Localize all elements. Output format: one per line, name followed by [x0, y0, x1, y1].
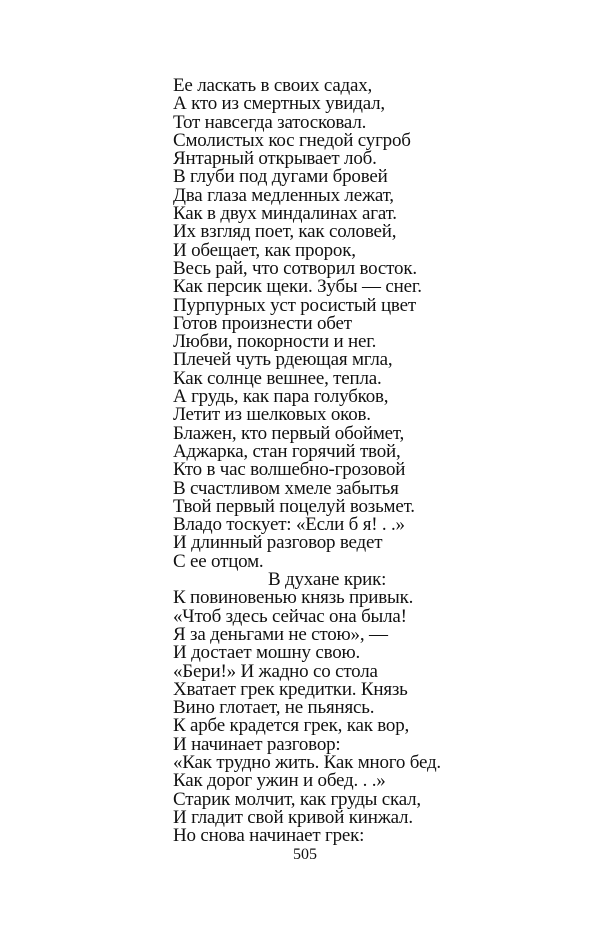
poem-line: И гладит свой кривой кинжал. [173, 806, 413, 828]
poem-line: Хватает грек кредитки. Князь [173, 678, 408, 700]
poem-line: К повиновенью князь привык. [173, 587, 414, 609]
poem-line: Владо тоскует: «Если б я! . .» [173, 514, 405, 536]
poem-line: Любви, покорности и нег. [173, 331, 377, 353]
poem-line: Их взгляд поет, как соловей, [173, 221, 397, 243]
poem-line: Аджарка, стан горячий твой, [173, 440, 401, 462]
poem-line: Старик молчит, как груды скал, [173, 788, 421, 810]
poem-line: Готов произнести обет [173, 312, 352, 334]
poem-line: С ее отцом. [173, 550, 264, 572]
page-number: 505 [293, 846, 317, 863]
poem-line: Блажен, кто первый обоймет, [173, 422, 405, 444]
poem-line: «Бери!» И жадно со стола [173, 660, 378, 682]
poem-line: «Чтоб здесь сейчас она была! [173, 605, 407, 627]
poem-line: А кто из смертных увидал, [173, 93, 385, 115]
poem-text [173, 77, 441, 845]
poem-line: А грудь, как пара голубков, [173, 386, 389, 408]
poem-line: Пурпурных уст росистый цвет [173, 294, 416, 316]
poem-line: Но снова начинает грек: [173, 825, 365, 847]
poem-line: Как солнце вешнее, тепла. [173, 367, 382, 389]
poem-line: И длинный разговор ведет [173, 532, 383, 554]
poem-line: Плечей чуть рдеющая мгла, [173, 349, 393, 371]
poem-line: Янтарный открывает лоб. [173, 148, 377, 170]
poem-line: Два глаза медленных лежат, [173, 184, 394, 206]
poem-line: К арбе крадется грек, как вор, [173, 715, 410, 737]
poem-line: Твой первый поцелуй возьмет. [173, 495, 415, 517]
poem-line: Вино глотает, не пьянясь. [173, 697, 375, 719]
poem-line-indented: В духане крик: [268, 569, 387, 591]
poem-line: Смолистых кос гнедой сугроб [173, 129, 411, 151]
poem-line: Весь рай, что сотворил восток. [173, 257, 417, 279]
poem-line: В глуби под дугами бровей [173, 166, 388, 188]
poem-line: Как дорог ужин и обед. . .» [173, 770, 386, 792]
poem-line: Ее ласкать в своих садах, [173, 75, 373, 96]
poem-line: Летит из шелковых оков. [173, 404, 371, 426]
poem-line: «Как трудно жить. Как много бед. [173, 751, 441, 773]
poem-line: И обещает, как пророк, [173, 239, 356, 261]
poem-line: Как в двух миндалинах агат. [173, 203, 397, 225]
poem-line: И достает мошну свою. [173, 642, 361, 664]
poem-line: В счастливом хмеле забытья [173, 477, 399, 499]
poem-line: Как персик щеки. Зубы — снег. [173, 276, 422, 298]
poem-line: Кто в час волшебно-грозовой [173, 459, 406, 481]
poem-line: И начинает разговор: [173, 733, 341, 755]
poem-line: Я за деньгами не стою», — [173, 623, 388, 645]
poem-line: Тот навсегда затосковал. [173, 111, 367, 133]
